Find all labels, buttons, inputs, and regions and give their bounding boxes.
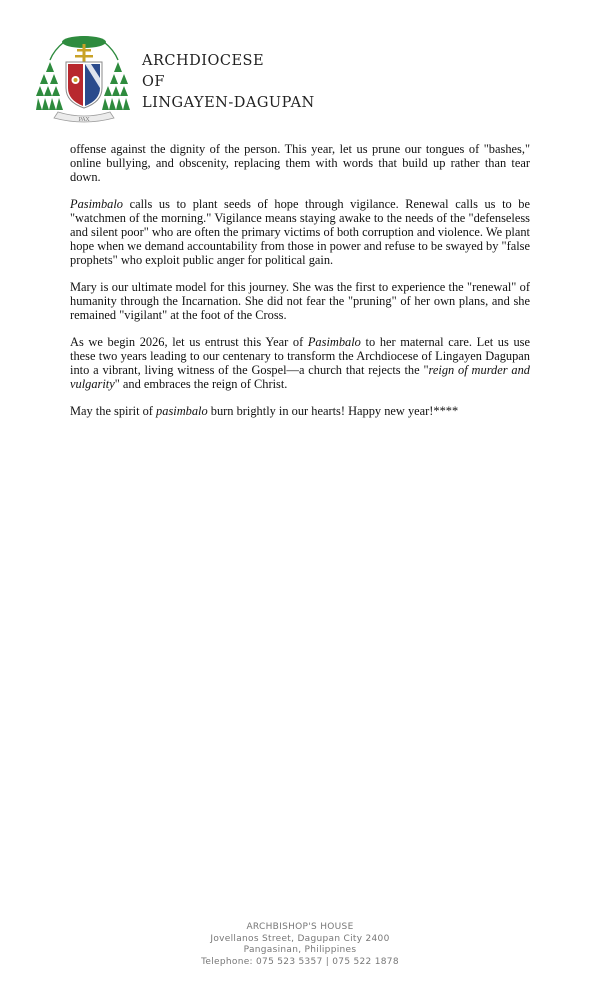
letter-body <box>70 142 530 431</box>
motto-scroll <box>54 112 114 123</box>
org-line-3: LINGAYEN-DAGUPAN <box>142 95 315 111</box>
org-line-1: ARCHDIOCESE <box>142 53 265 69</box>
paragraph-3: Mary is our ultimate model for this journey. She was the first to experience the "renewal" of humanity through the Incarnation. She did not fear the "pruning" of her own plans, and she remained "vigilant" at the foot of the Cross. <box>70 280 530 322</box>
emphasis-pasimbalo: pasimbalo <box>156 404 208 418</box>
paragraph-2-text: calls us to plant seeds of hope through vigilance. Renewal calls us to be "watchmen of the morning." Vigilance means staying awake to the needs of the "defenseless and silent poor" who are often the primary victims of both corruption and violence. We plant hope when we demand accountability from those in power and refuse to be swayed by "false prophets" who exploit public anger for political gain. <box>70 197 530 267</box>
paragraph-4-text-a: As we begin 2026, let us entrust this Year of <box>70 335 308 349</box>
closing-line <box>70 404 530 418</box>
paragraph-4-text-b: to her maternal care. Let us use these two years leading to our centenary to transform the Archdiocese of Lingayen Dagupan into a vibrant, living witness of the Gospel—a church that rejects the " <box>70 335 530 377</box>
motto-text: PAX <box>78 117 90 123</box>
emphasis-pasimbalo: Pasimbalo <box>307 335 361 349</box>
emphasis-pasimbalo: Pasimbalo <box>70 197 124 211</box>
footer-line-2: Jovellanos Street, Dagupan City 2400 <box>210 933 390 944</box>
footer-address <box>0 922 600 968</box>
paragraph-4-text-c: " and embraces the reign of Christ. <box>114 377 288 391</box>
footer-line-4: Telephone: 075 523 5357 | 075 522 1878 <box>201 956 399 967</box>
letterhead <box>36 30 536 135</box>
tassels-right <box>102 62 130 110</box>
emphasis-quote: reign of murder and vulgarity <box>70 363 531 391</box>
org-line-2: OF <box>142 74 165 90</box>
organization-name <box>142 51 315 114</box>
footer-line-3: Pangasinan, Philippines <box>243 945 357 955</box>
paragraph-4 <box>70 335 530 391</box>
coat-of-arms-logo <box>36 30 132 130</box>
shield <box>66 62 102 108</box>
closing-text-a: May the spirit of <box>70 404 157 418</box>
footer-line-1: ARCHBISHOP'S HOUSE <box>246 922 354 932</box>
paragraph-1: offense against the dignity of the person. This year, let us prune our tongues of "bashes," online bullying, and obscenity, replacing them with words that build up rather than tear down. <box>70 142 530 184</box>
closing-text-b: burn brightly in our hearts! Happy new year!**** <box>207 404 459 418</box>
tassels-left <box>36 62 63 110</box>
paragraph-2 <box>70 197 530 267</box>
